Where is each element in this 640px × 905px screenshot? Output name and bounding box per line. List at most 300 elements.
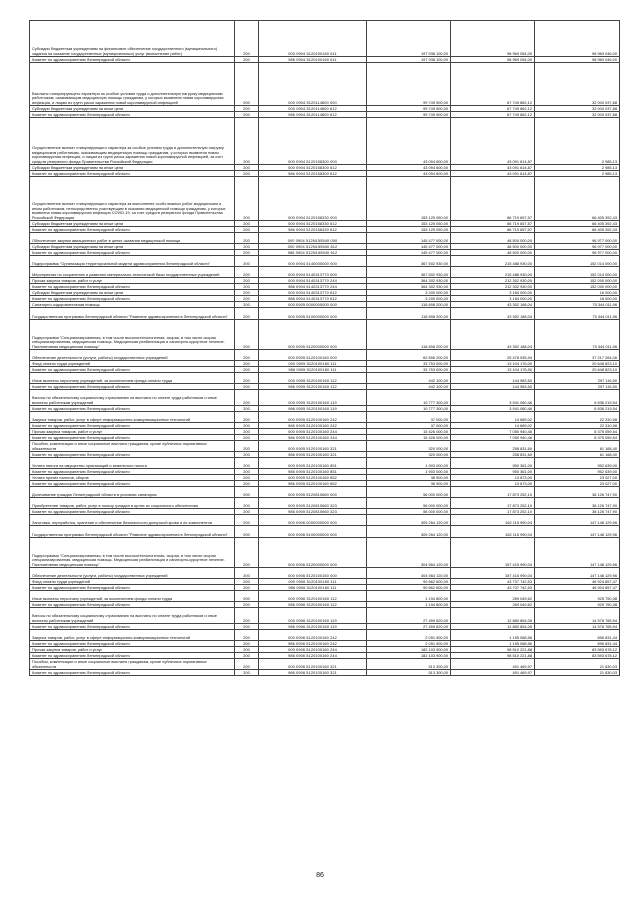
row-line-code: 200: [235, 308, 259, 320]
row-approved-amount: 36 900,00: [367, 475, 451, 481]
row-executed-amount: 43 737 742,53: [451, 585, 535, 591]
row-approved-amount: 153 125 050,00: [367, 177, 451, 221]
row-approved-amount: 320 000,00: [367, 441, 451, 452]
row-executed-amount: 12 880 854,06: [451, 624, 535, 630]
row-classification-code: 986 0905 5120100160 112: [259, 384, 367, 390]
row-executed-amount: 3 941 080,46: [451, 406, 535, 412]
row-approved-amount: 99 749 900,00: [367, 63, 451, 106]
row-classification-code: 986 0906 5120100160 244: [259, 653, 367, 659]
row-name: Уплата прочих налогов, сборов: [30, 475, 235, 481]
row-approved-amount: 304 564 120,00: [367, 538, 451, 568]
row-unexecuted-amount: 22 310,98: [535, 412, 620, 423]
table-row: [30, 630, 620, 641]
row-line-code: 200: [235, 361, 259, 367]
table-row: [30, 256, 620, 267]
row-classification-code: 000 0906 5120100160 000: [259, 568, 367, 579]
row-line-code: 200: [235, 429, 259, 435]
row-line-code: 200: [235, 475, 259, 481]
row-line-code: 200: [235, 118, 259, 165]
table-row: [30, 624, 620, 630]
row-line-code: 200: [235, 284, 259, 290]
row-line-code: 200: [235, 624, 259, 630]
row-unexecuted-amount: 925 750,38: [535, 591, 620, 602]
row-unexecuted-amount: 66 405 392,43: [535, 227, 620, 233]
table-row: [30, 469, 620, 475]
table-row: [30, 171, 620, 177]
row-name: Прочая закупка товаров, работ и услуг: [30, 647, 235, 653]
row-approved-amount: 153 125 050,00: [367, 227, 451, 233]
table-row: [30, 670, 620, 676]
row-executed-amount: 43 737 742,53: [451, 579, 535, 585]
row-approved-amount: 182 103 900,00: [367, 647, 451, 653]
row-approved-amount: 442 100,00: [367, 384, 451, 390]
row-executed-amount: 258 831,60: [451, 452, 535, 458]
row-line-code: 200: [235, 641, 259, 647]
row-approved-amount: 145 477 000,00: [367, 250, 451, 256]
row-unexecuted-amount: 66 405 392,43: [535, 221, 620, 227]
row-classification-code: 000 0905 5120100160 112: [259, 373, 367, 384]
row-approved-amount: 197 938 100,00: [367, 57, 451, 63]
row-name: Комитет по здравоохранению Ленинградской области: [30, 585, 235, 591]
row-classification-code: 000 0904 5120158330 612: [259, 221, 367, 227]
table-row: [30, 106, 620, 112]
row-line-code: 200: [235, 384, 259, 390]
row-line-code: 200: [235, 63, 259, 106]
row-approved-amount: 145 477 000,00: [367, 244, 451, 250]
row-line-code: 200: [235, 165, 259, 171]
row-line-code: 200: [235, 487, 259, 498]
row-approved-amount: 15 426 000,00: [367, 429, 451, 435]
row-line-code: 200: [235, 481, 259, 487]
row-unexecuted-amount: 75 344 011,96: [535, 308, 620, 320]
row-line-code: 200: [235, 57, 259, 63]
row-classification-code: 986 0904 5140313770 612: [259, 296, 367, 302]
row-approved-amount: 15 426 000,00: [367, 435, 451, 441]
row-name: Комитет по здравоохранению Ленинградской области: [30, 112, 235, 118]
row-unexecuted-amount: 147 148 129,96: [535, 526, 620, 538]
row-approved-amount: 99 749 900,00: [367, 106, 451, 112]
row-unexecuted-amount: 21 830,03: [535, 659, 620, 670]
row-unexecuted-amount: 38 126 747,90: [535, 487, 620, 498]
row-classification-code: 000 0905 5120100160 119: [259, 390, 367, 406]
row-executed-amount: 13 104 176,00: [451, 361, 535, 367]
row-classification-code: 000 0905 0000000000 000: [259, 302, 367, 308]
row-unexecuted-amount: 297 116,50: [535, 373, 620, 384]
row-unexecuted-amount: 152 014 000,00: [535, 267, 620, 278]
row-classification-code: 986 0905 5120100160 321: [259, 452, 367, 458]
row-approved-amount: 27 459 620,00: [367, 608, 451, 624]
row-name: Комитет по здравоохранению Ленинградской области: [30, 452, 235, 458]
row-executed-amount: 258 831,60: [451, 441, 535, 452]
row-executed-amount: 1 155 068,56: [451, 630, 535, 641]
table-row: [30, 57, 620, 63]
row-line-code: 200: [235, 267, 259, 278]
row-executed-amount: 13 104 176,90: [451, 367, 535, 373]
row-approved-amount: 513 300,00: [367, 659, 451, 670]
row-unexecuted-amount: 152 000 000,00: [535, 278, 620, 284]
row-executed-amount: 144 983,50: [451, 373, 535, 384]
row-approved-amount: 1 903 000,00: [367, 458, 451, 469]
row-approved-amount: 513 300,00: [367, 670, 451, 676]
table-body: [30, 21, 620, 676]
row-unexecuted-amount: 98 969 046,00: [535, 21, 620, 57]
row-unexecuted-amount: 83 593 678,12: [535, 647, 620, 653]
row-line-code: 200: [235, 21, 259, 57]
row-name: Закупка товаров, работ, услуг в сфере информационно-коммуникационных технологий: [30, 630, 235, 641]
row-classification-code: 986 0904 5120158330 612: [259, 227, 367, 233]
row-unexecuted-amount: 32 000 037,88: [535, 106, 620, 112]
table-row: [30, 608, 620, 624]
row-line-code: 200: [235, 106, 259, 112]
budget-execution-table: [29, 20, 620, 676]
row-executed-amount: 215 488 930,00: [451, 267, 535, 278]
row-name: Санаторно-оздоровительная помощь: [30, 302, 235, 308]
row-line-code: 200: [235, 390, 259, 406]
row-name: Пособия, компенсации и иные социальные выплаты гражданам, кроме публичных нормативных обязательств: [30, 441, 235, 452]
row-approved-amount: 99 749 900,00: [367, 112, 451, 118]
table-row: [30, 112, 620, 118]
table-row: [30, 568, 620, 579]
row-approved-amount: 1 194 800,00: [367, 591, 451, 602]
row-name: Субсидии бюджетным учреждениям на иные цели: [30, 244, 235, 250]
row-name: Комитет по здравоохранению Ленинградской области: [30, 435, 235, 441]
row-executed-amount: 12 880 854,06: [451, 608, 535, 624]
row-classification-code: 000 0904 5140313770 244: [259, 278, 367, 284]
table-row: [30, 526, 620, 538]
row-line-code: 200: [235, 670, 259, 676]
row-unexecuted-amount: 16 000,00: [535, 296, 620, 302]
row-classification-code: 000 0904 512N155540 612: [259, 244, 367, 250]
row-approved-amount: 364 302 930,00: [367, 284, 451, 290]
row-name: Субсидии бюджетным учреждениям на финансовое обеспечение государственного (муниципального) задания на оказание государственных (муниципальных) услуг (выполнение работ): [30, 21, 235, 57]
row-unexecuted-amount: 75 344 011,96: [535, 302, 620, 308]
row-name: Комитет по здравоохранению Ленинградской области: [30, 384, 235, 390]
row-name: Комитет по здравоохранению Ленинградской области: [30, 653, 235, 659]
row-unexecuted-amount: 16 000,00: [535, 290, 620, 296]
row-line-code: 200: [235, 244, 259, 250]
row-classification-code: 986 0906 5120100160 242: [259, 641, 367, 647]
row-name: Государственная программа Ленинградской области "Развитие здравоохранения в Ленинградской области": [30, 526, 235, 538]
row-classification-code: 986 0905 5120100160 851: [259, 469, 367, 475]
row-name: Осуществление выплат стимулирующего характера за выполнение особо важных работ медицинским и иным работникам, непосредственно участвующим в оказании медицинской помощи гражданам, у которых выявлена новая коронавирусная инфекция COVID-19, за счет средств резервного фонда Правительства Российской Федерации: [30, 177, 235, 221]
row-approved-amount: 2 051 900,00: [367, 641, 451, 647]
row-executed-amount: 491 469,97: [451, 670, 535, 676]
row-approved-amount: 118 698 200,00: [367, 302, 451, 308]
row-classification-code: 000 0906 5120100160 119: [259, 608, 367, 624]
table-row: [30, 367, 620, 373]
row-unexecuted-amount: 896 831,44: [535, 630, 620, 641]
row-name: Комитет по здравоохранению Ленинградской области: [30, 406, 235, 412]
row-classification-code: 000 0904 512N155540 000: [259, 233, 367, 244]
row-unexecuted-amount: 66 405 392,43: [535, 177, 620, 221]
page-number: 86: [316, 872, 324, 879]
row-line-code: 200: [235, 320, 259, 350]
table-row: [30, 21, 620, 57]
table-row: [30, 406, 620, 412]
row-classification-code: 000 0904 5140000000 000: [259, 256, 367, 267]
row-unexecuted-amount: 38 126 747,90: [535, 498, 620, 509]
row-executed-amount: 269 049,62: [451, 602, 535, 608]
table-row: [30, 435, 620, 441]
row-executed-amount: 48 500 000,00: [451, 233, 535, 244]
table-row: [30, 373, 620, 384]
row-executed-amount: 17 873 252,10: [451, 498, 535, 509]
row-unexecuted-amount: 46 924 857,47: [535, 579, 620, 585]
row-unexecuted-amount: 147 148 129,96: [535, 538, 620, 568]
row-line-code: 200: [235, 441, 259, 452]
row-name: Комитет по здравоохранению Ленинградской области: [30, 296, 235, 302]
table-row: [30, 267, 620, 278]
row-line-code: 200: [235, 112, 259, 118]
row-name: Иные выплаты персоналу учреждений, за исключением фонда оплаты труда: [30, 591, 235, 602]
row-line-code: 200: [235, 278, 259, 284]
row-executed-amount: 43 352 188,04: [451, 302, 535, 308]
row-name: Осуществление выплат стимулирующего характера за особые условия труда и дополнительную нагрузку медицинским работникам, оказывающим медицинскую помощь гражданам, у которых выявлена новая коронавирусная инфекция, и лицам из групп риска заражения новой коронавирусной инфекцией, за счет средств резервного фонда Правительства Российской Федерации: [30, 118, 235, 165]
row-approved-amount: 3 200 000,00: [367, 296, 451, 302]
row-approved-amount: 182 103 900,00: [367, 653, 451, 659]
table-row: [30, 602, 620, 608]
row-classification-code: 000 0904 5140313770 612: [259, 290, 367, 296]
row-executed-amount: 17 873 252,10: [451, 509, 535, 515]
row-unexecuted-amount: 83 593 678,12: [535, 653, 620, 659]
row-line-code: 200: [235, 412, 259, 423]
row-approved-amount: 3 200 000,00: [367, 290, 451, 296]
row-unexecuted-amount: 8 375 059,54: [535, 435, 620, 441]
row-name: Пособия, компенсации и иные социальные выплаты гражданам, кроме публичных нормативных обязательств: [30, 659, 235, 670]
row-line-code: 200: [235, 647, 259, 653]
row-name: Комитет по здравоохранению Ленинградской области: [30, 423, 235, 429]
row-approved-amount: 309 264 120,00: [367, 526, 451, 538]
row-unexecuted-amount: 2 985,13: [535, 165, 620, 171]
row-approved-amount: 118 698 200,00: [367, 320, 451, 350]
row-executed-amount: 86 719 657,57: [451, 177, 535, 221]
row-executed-amount: 3 941 080,46: [451, 390, 535, 406]
row-approved-amount: 43 094 600,00: [367, 165, 451, 171]
row-unexecuted-amount: 147 148 129,96: [535, 515, 620, 526]
row-unexecuted-amount: 2 985,13: [535, 171, 620, 177]
row-line-code: 200: [235, 538, 259, 568]
row-unexecuted-amount: 75 344 011,96: [535, 320, 620, 350]
row-executed-amount: 7 050 940,46: [451, 435, 535, 441]
row-name: Прочая закупка товаров, работ и услуг: [30, 278, 235, 284]
row-line-code: 200: [235, 227, 259, 233]
row-classification-code: 000 0906 5120100160 321: [259, 659, 367, 670]
row-classification-code: 000 0904 5120158330 000: [259, 177, 367, 221]
row-unexecuted-amount: 14 578 765,94: [535, 608, 620, 624]
row-classification-code: 000 0906 0000000000 000: [259, 515, 367, 526]
row-classification-code: 986 0904 5120114800 612: [259, 112, 367, 118]
row-name: Прочая закупка товаров, работ и услуг: [30, 429, 235, 435]
row-unexecuted-amount: 14 578 765,94: [535, 624, 620, 630]
row-line-code: 200: [235, 177, 259, 221]
table-row: [30, 509, 620, 515]
row-line-code: 200: [235, 458, 259, 469]
row-name: Приобретение товаров, работ, услуг в пользу граждан в целях их социального обеспечения: [30, 498, 235, 509]
row-approved-amount: 10 777 300,00: [367, 406, 451, 412]
row-unexecuted-amount: 37 217 264,06: [535, 350, 620, 361]
row-line-code: 200: [235, 630, 259, 641]
row-name: Закупка товаров, работ, услуг в сфере информационно-коммуникационных технологий: [30, 412, 235, 423]
row-classification-code: 986 0905 5120100160 852: [259, 481, 367, 487]
row-unexecuted-amount: 8 375 059,54: [535, 429, 620, 435]
row-executed-amount: 3 184 000,00: [451, 296, 535, 302]
table-row: [30, 63, 620, 106]
row-executed-amount: 48 500 000,00: [451, 244, 535, 250]
row-classification-code: 986 0905 5120100160 242: [259, 423, 367, 429]
row-approved-amount: 36 900,00: [367, 481, 451, 487]
row-executed-amount: 43 352 188,04: [451, 308, 535, 320]
row-classification-code: 000 0906 5120100160 112: [259, 591, 367, 602]
row-line-code: 200: [235, 526, 259, 538]
row-executed-amount: 212 302 930,00: [451, 284, 535, 290]
row-approved-amount: 197 938 100,00: [367, 21, 451, 57]
row-name: Взносы по обязательному социальному страхованию на выплаты по оплате труда работников и иные выплаты работникам учреждений: [30, 390, 235, 406]
row-unexecuted-amount: 147 148 129,96: [535, 568, 620, 579]
row-unexecuted-amount: 20 648 823,10: [535, 367, 620, 373]
table-row: [30, 452, 620, 458]
row-line-code: 200: [235, 290, 259, 296]
table-row: [30, 233, 620, 244]
row-approved-amount: 1 903 000,00: [367, 469, 451, 475]
row-executed-amount: 43 091 614,87: [451, 165, 535, 171]
row-executed-amount: 950 361,00: [451, 469, 535, 475]
row-line-code: 200: [235, 515, 259, 526]
row-executed-amount: 98 969 054,00: [451, 21, 535, 57]
row-classification-code: 000 0905 5120000000 000: [259, 320, 367, 350]
row-name: Комитет по здравоохранению Ленинградской области: [30, 624, 235, 630]
row-classification-code: 000 0904 5120158300 612: [259, 165, 367, 171]
row-unexecuted-amount: 152 000 000,00: [535, 284, 620, 290]
row-classification-code: 986 0906 5120100160 119: [259, 624, 367, 630]
table-row: [30, 515, 620, 526]
row-approved-amount: 118 698 200,00: [367, 308, 451, 320]
row-name: Субсидии бюджетным учреждениям на иные цели: [30, 290, 235, 296]
table-row: [30, 296, 620, 302]
row-name: Субсидии бюджетным учреждениям на иные цели: [30, 221, 235, 227]
table-row: [30, 653, 620, 659]
row-approved-amount: 442 100,00: [367, 373, 451, 384]
row-unexecuted-amount: 6 836 219,54: [535, 390, 620, 406]
row-executed-amount: 86 719 657,57: [451, 227, 535, 233]
row-name: Взносы по обязательному социальному страхованию на выплаты по оплате труда работников и иные выплаты работникам учреждений: [30, 608, 235, 624]
row-classification-code: 000 0906 5120100160 111: [259, 579, 367, 585]
row-approved-amount: 367 502 930,00: [367, 267, 451, 278]
row-classification-code: 000 0906 5120100160 244: [259, 647, 367, 653]
row-unexecuted-amount: 21 830,03: [535, 670, 620, 676]
row-executed-amount: 950 361,00: [451, 458, 535, 469]
row-executed-amount: 13 873,00: [451, 475, 535, 481]
row-approved-amount: 10 777 300,00: [367, 390, 451, 406]
row-name: Комитет по здравоохранению Ленинградской области: [30, 602, 235, 608]
row-executed-amount: 67 749 862,12: [451, 63, 535, 106]
row-classification-code: 000 0905 5120100160 321: [259, 441, 367, 452]
row-approved-amount: 37 000,00: [367, 412, 451, 423]
table-row: [30, 177, 620, 221]
table-row: [30, 165, 620, 171]
table-row: [30, 221, 620, 227]
row-unexecuted-amount: 23 027,00: [535, 475, 620, 481]
row-unexecuted-amount: 152 014 000,00: [535, 256, 620, 267]
row-executed-amount: 212 302 930,00: [451, 278, 535, 284]
row-line-code: 200: [235, 250, 259, 256]
row-name: Комитет по здравоохранению Ленинградской области: [30, 284, 235, 290]
row-line-code: 200: [235, 509, 259, 515]
row-executed-amount: 43 091 614,87: [451, 171, 535, 177]
row-approved-amount: 43 094 600,00: [367, 171, 451, 177]
row-line-code: 200: [235, 221, 259, 227]
table-row: [30, 227, 620, 233]
table-row: [30, 290, 620, 296]
row-classification-code: 986 0906 5120100160 111: [259, 585, 367, 591]
row-unexecuted-amount: 32 000 037,88: [535, 112, 620, 118]
row-line-code: 200: [235, 469, 259, 475]
table-row: [30, 585, 620, 591]
row-name: Иные выплаты персоналу учреждений, за исключением фонда оплаты труда: [30, 373, 235, 384]
row-executed-amount: 162 115 990,04: [451, 515, 535, 526]
row-executed-amount: 162 115 990,04: [451, 526, 535, 538]
row-classification-code: 000 0905 5120100160 852: [259, 475, 367, 481]
row-unexecuted-amount: 61 168,40: [535, 452, 620, 458]
table-row: [30, 350, 620, 361]
table-row: [30, 308, 620, 320]
row-executed-amount: 3 184 000,00: [451, 290, 535, 296]
report-sheet: [29, 20, 619, 676]
row-classification-code: 986 0905 5120810660 323: [259, 509, 367, 515]
row-unexecuted-amount: 6 836 219,54: [535, 406, 620, 412]
row-unexecuted-amount: 38 126 747,90: [535, 509, 620, 515]
row-unexecuted-amount: 46 924 857,47: [535, 585, 620, 591]
row-unexecuted-amount: 61 168,40: [535, 441, 620, 452]
table-row: [30, 591, 620, 602]
row-line-code: 200: [235, 350, 259, 361]
row-executed-amount: 269 049,62: [451, 591, 535, 602]
table-row: [30, 118, 620, 165]
row-line-code: 200: [235, 579, 259, 585]
table-row: [30, 412, 620, 423]
row-name: Обеспечение деятельности (услуги, работы) государственных учреждений: [30, 568, 235, 579]
row-name: Комитет по здравоохранению Ленинградской области: [30, 481, 235, 487]
row-classification-code: 986 0906 5120100160 112: [259, 602, 367, 608]
row-classification-code: 986 0904 5140313770 244: [259, 284, 367, 290]
row-executed-amount: 86 719 657,57: [451, 221, 535, 227]
row-unexecuted-amount: 23 027,00: [535, 481, 620, 487]
row-line-code: 200: [235, 568, 259, 579]
row-classification-code: 000 0905 5120100160 000: [259, 350, 367, 361]
row-classification-code: 000 0905 5100000000 000: [259, 308, 367, 320]
row-approved-amount: 153 125 050,00: [367, 221, 451, 227]
row-executed-amount: 1 155 068,56: [451, 641, 535, 647]
row-executed-amount: 98 969 054,00: [451, 57, 535, 63]
row-approved-amount: 2 051 900,00: [367, 630, 451, 641]
table-row: [30, 538, 620, 568]
row-executed-amount: 17 873 252,10: [451, 487, 535, 498]
row-approved-amount: 56 000 000,00: [367, 487, 451, 498]
row-classification-code: 000 0905 5120100160 242: [259, 412, 367, 423]
table-row: [30, 481, 620, 487]
row-classification-code: 000 0904 5120100160 611: [259, 21, 367, 57]
row-executed-amount: 7 050 940,46: [451, 429, 535, 435]
row-unexecuted-amount: 925 750,38: [535, 602, 620, 608]
table-row: [30, 250, 620, 256]
row-classification-code: 986 0905 5120100160 244: [259, 435, 367, 441]
row-classification-code: 986 0905 5120100160 111: [259, 367, 367, 373]
row-unexecuted-amount: 2 985,13: [535, 118, 620, 165]
row-unexecuted-amount: 32 000 037,88: [535, 63, 620, 106]
row-approved-amount: 56 000 000,00: [367, 498, 451, 509]
table-row: [30, 458, 620, 469]
table-row: [30, 244, 620, 250]
row-line-code: 200: [235, 435, 259, 441]
